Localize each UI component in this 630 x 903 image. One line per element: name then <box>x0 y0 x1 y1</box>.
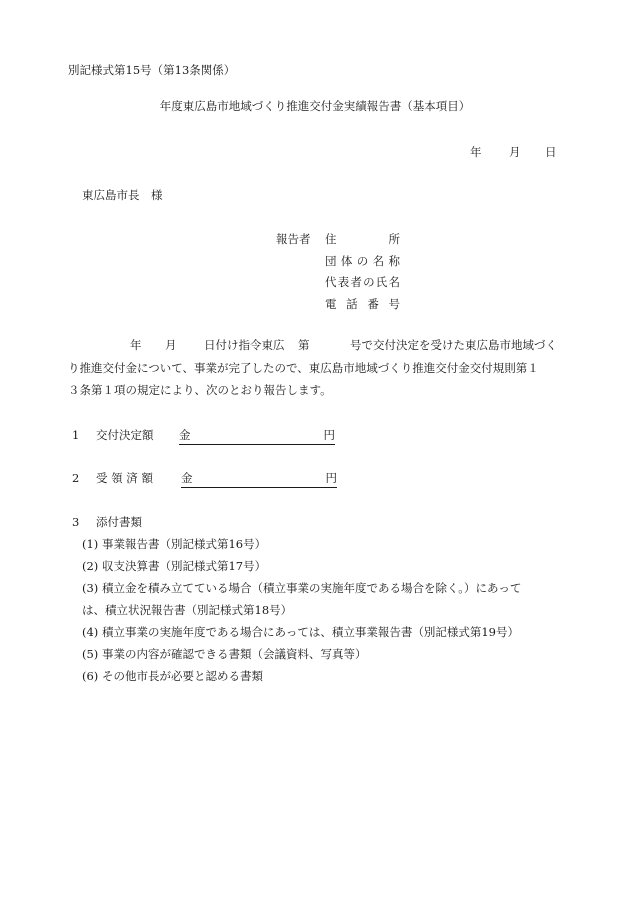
attachment-3: (3) 積立金を積み立てている場合（積立事業の実施年度である場合を除く。）にあって <box>82 581 522 595</box>
form-number: 別記様式第15号（第13条関係） <box>68 63 236 77</box>
body-year: 年 <box>130 338 142 352</box>
item-1-amount-suffix: 円 <box>323 428 335 442</box>
document-title: 年度東広島市地域づくり推進交付金実績報告書（基本項目） <box>159 99 471 113</box>
body-month: 月 <box>165 338 177 352</box>
reporter-label: 報告者 <box>276 232 311 246</box>
item-2-amount-suffix: 円 <box>325 471 337 485</box>
item-1-label: 交付決定額 <box>96 428 154 442</box>
body-text-part1: 日付け指令東広 <box>204 338 285 352</box>
date-year: 年 <box>470 145 482 159</box>
attachment-6: (6) その他市長が必要と認める書類 <box>82 669 263 683</box>
body-text-part2: 号で交付決定を受けた東広島市地域づく <box>350 338 557 352</box>
attachment-5: (5) 事業の内容が確認できる書類（会議資料、写真等） <box>82 647 367 661</box>
addressee: 東広島市長 様 <box>82 188 163 202</box>
item-1-number: 1 <box>72 428 80 442</box>
item-1-amount-prefix: 金 <box>179 428 191 442</box>
body-dai: 第 <box>298 338 310 352</box>
item-2-label: 受 領 済 額 <box>96 471 153 485</box>
body-text-line3: ３条第１項の規定により、次のとおり報告します。 <box>68 383 332 397</box>
item-1-amount <box>179 430 335 445</box>
item-3-label: 添付書類 <box>96 515 142 529</box>
attachment-2: (2) 収支決算書（別記様式第17号） <box>82 559 267 573</box>
attachment-3-continued: は、積立状況報告書（別記様式第18号） <box>82 603 293 617</box>
item-2-amount <box>181 473 337 488</box>
reporter-field-representative: 代表者の氏名 <box>325 275 400 289</box>
attachment-4: (4) 積立事業の実施年度である場合にあっては、積立事業報告書（別記様式第19号） <box>82 625 519 639</box>
attachment-1: (1) 事業報告書（別記様式第16号） <box>82 537 267 551</box>
date-month: 月 <box>509 145 521 159</box>
date-day: 日 <box>545 145 557 159</box>
reporter-field-org-name: 団体の名称 <box>325 254 400 268</box>
item-2-number: 2 <box>72 471 80 485</box>
reporter-field-address: 住所 <box>325 232 400 246</box>
item-3-number: 3 <box>72 515 80 529</box>
item-2-amount-prefix: 金 <box>181 471 193 485</box>
body-text-line2: り推進交付金について、事業が完了したので、東広島市地域づくり推進交付金交付規則第１ <box>68 361 539 375</box>
reporter-field-phone: 電話番号 <box>325 297 400 311</box>
